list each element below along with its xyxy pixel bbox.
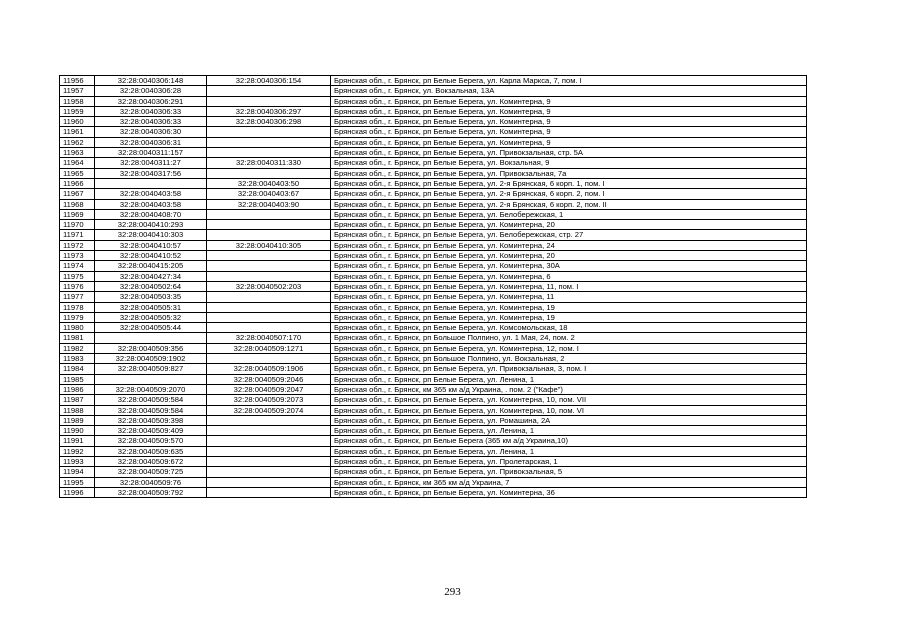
table-row [60, 487, 807, 497]
object-number-cell: 32:28:0040403:67 [207, 189, 331, 199]
table-row [60, 395, 807, 405]
table-row [60, 127, 807, 137]
row-number-cell: 11986 [60, 384, 95, 394]
row-number-cell: 11969 [60, 209, 95, 219]
row-number-cell: 11956 [60, 76, 95, 86]
table-row [60, 240, 807, 250]
table-row [60, 137, 807, 147]
address-cell: Брянская обл., г. Брянск, рп Белые Берега, ул. Ленина, 1 [331, 446, 807, 456]
table-row [60, 106, 807, 116]
object-number-cell [207, 220, 331, 230]
cadastral-number-cell: 32:28:0040306:30 [95, 127, 207, 137]
table-row [60, 158, 807, 168]
table-row [60, 271, 807, 281]
object-number-cell [207, 251, 331, 261]
address-cell: Брянская обл., г. Брянск, рп Белые Берега, ул. Коминтерна, 30А [331, 261, 807, 271]
object-number-cell: 32:28:0040509:2073 [207, 395, 331, 405]
row-number-cell: 11983 [60, 354, 95, 364]
address-cell: Брянская обл., г. Брянск, рп Большое Полпино, ул. Вокзальная, 2 [331, 354, 807, 364]
address-cell: Брянская обл., г. Брянск, рп Белые Берега, ул. Белобережская, 1 [331, 209, 807, 219]
address-cell: Брянская обл., г. Брянск, рп Белые Берега, ул. Привокзальная, 7а [331, 168, 807, 178]
object-number-cell: 32:28:0040509:2047 [207, 384, 331, 394]
table-row [60, 343, 807, 353]
address-cell: Брянская обл., г. Брянск, рп Белые Берега, ул. Коминтерна, 9 [331, 96, 807, 106]
row-number-cell: 11984 [60, 364, 95, 374]
address-cell: Брянская обл., г. Брянск, рп Белые Берега, ул. Коминтерна, 9 [331, 127, 807, 137]
address-cell: Брянская обл., г. Брянск, рп Белые Берега, ул. Ленина, 1 [331, 426, 807, 436]
cadastral-number-cell [95, 178, 207, 188]
object-number-cell [207, 446, 331, 456]
row-number-cell: 11987 [60, 395, 95, 405]
cadastral-number-cell: 32:28:0040306:33 [95, 117, 207, 127]
object-number-cell [207, 487, 331, 497]
table-row [60, 209, 807, 219]
cadastral-number-cell: 32:28:0040306:291 [95, 96, 207, 106]
object-number-cell [207, 354, 331, 364]
cadastral-number-cell: 32:28:0040509:409 [95, 426, 207, 436]
table-row [60, 384, 807, 394]
object-number-cell [207, 168, 331, 178]
cadastral-number-cell: 32:28:0040502:64 [95, 281, 207, 291]
address-cell: Брянская обл., г. Брянск, рп Белые Берега, ул. Коминтерна, 19 [331, 302, 807, 312]
row-number-cell: 11961 [60, 127, 95, 137]
cadastral-number-cell: 32:28:0040403:58 [95, 189, 207, 199]
table-row [60, 117, 807, 127]
table-row [60, 168, 807, 178]
address-cell: Брянская обл., г. Брянск, рп Белые Берега, ул. 2-я Брянская, 6 корп. 1, пом. I [331, 178, 807, 188]
cadastral-number-cell: 32:28:0040509:398 [95, 415, 207, 425]
row-number-cell: 11962 [60, 137, 95, 147]
cadastral-number-cell: 32:28:0040317:56 [95, 168, 207, 178]
row-number-cell: 11976 [60, 281, 95, 291]
table-row [60, 261, 807, 271]
cadastral-number-cell: 32:28:0040410:293 [95, 220, 207, 230]
cadastral-number-cell: 32:28:0040410:52 [95, 251, 207, 261]
row-number-cell: 11985 [60, 374, 95, 384]
cadastral-number-cell: 32:28:0040505:44 [95, 323, 207, 333]
table-row [60, 86, 807, 96]
object-number-cell [207, 261, 331, 271]
row-number-cell: 11958 [60, 96, 95, 106]
table-row [60, 426, 807, 436]
object-number-cell: 32:28:0040311:330 [207, 158, 331, 168]
cadastral-number-cell: 32:28:0040509:76 [95, 477, 207, 487]
row-number-cell: 11979 [60, 312, 95, 322]
object-number-cell [207, 209, 331, 219]
cadastral-number-cell: 32:28:0040509:2070 [95, 384, 207, 394]
row-number-cell: 11966 [60, 178, 95, 188]
address-cell: Брянская обл., г. Брянск, км 365 км а/д Украина, . пом. 2 ("Кафе") [331, 384, 807, 394]
address-cell: Брянская обл., г. Брянск, рп Белые Берега, ул. Коминтерна, 9 [331, 117, 807, 127]
cadastral-number-cell: 32:28:0040505:32 [95, 312, 207, 322]
address-cell: Брянская обл., г. Брянск, рп Большое Полпино, ул. 1 Мая, 24, пом. 2 [331, 333, 807, 343]
cadastral-number-cell: 32:28:0040311:157 [95, 148, 207, 158]
table-row [60, 76, 807, 86]
object-number-cell [207, 477, 331, 487]
cadastral-number-cell: 32:28:0040509:827 [95, 364, 207, 374]
cadastral-number-cell: 32:28:0040509:635 [95, 446, 207, 456]
object-number-cell [207, 302, 331, 312]
object-number-cell [207, 467, 331, 477]
row-number-cell: 11973 [60, 251, 95, 261]
object-number-cell [207, 127, 331, 137]
object-number-cell: 32:28:0040509:2074 [207, 405, 331, 415]
row-number-cell: 11992 [60, 446, 95, 456]
table-row [60, 230, 807, 240]
row-number-cell: 11988 [60, 405, 95, 415]
row-number-cell: 11975 [60, 271, 95, 281]
table-row [60, 178, 807, 188]
table-row [60, 436, 807, 446]
row-number-cell: 11991 [60, 436, 95, 446]
table-row [60, 354, 807, 364]
row-number-cell: 11970 [60, 220, 95, 230]
address-cell: Брянская обл., г. Брянск, рп Белые Берега, ул. 2-я Брянская, 6 корп. 2, пом. I [331, 189, 807, 199]
object-number-cell [207, 415, 331, 425]
address-cell: Брянская обл., г. Брянск, км 365 км а/д Украина, 7 [331, 477, 807, 487]
object-number-cell [207, 96, 331, 106]
row-number-cell: 11963 [60, 148, 95, 158]
address-cell: Брянская обл., г. Брянск, рп Белые Берега, ул. Коминтерна, 20 [331, 220, 807, 230]
row-number-cell: 11964 [60, 158, 95, 168]
page-number: 293 [444, 586, 461, 598]
cadastral-number-cell: 32:28:0040415:205 [95, 261, 207, 271]
row-number-cell: 11977 [60, 292, 95, 302]
table-row [60, 405, 807, 415]
cadastral-number-cell [95, 374, 207, 384]
object-number-cell [207, 456, 331, 466]
table-row [60, 302, 807, 312]
row-number-cell: 11967 [60, 189, 95, 199]
object-number-cell: 32:28:0040306:154 [207, 76, 331, 86]
address-cell: Брянская обл., г. Брянск, рп Белые Берега, ул. Вокзальная, 9 [331, 158, 807, 168]
object-number-cell: 32:28:0040509:1906 [207, 364, 331, 374]
row-number-cell: 11994 [60, 467, 95, 477]
cadastral-number-cell: 32:28:0040408:70 [95, 209, 207, 219]
cadastral-number-cell: 32:28:0040306:28 [95, 86, 207, 96]
address-cell: Брянская обл., г. Брянск, рп Белые Берега, ул. Коминтерна, 10, пом. VII [331, 395, 807, 405]
object-number-cell [207, 148, 331, 158]
table-row [60, 374, 807, 384]
address-cell: Брянская обл., г. Брянск, рп Белые Берега, ул. 2-я Брянская, 6 корп. 2, пом. II [331, 199, 807, 209]
cadastral-number-cell: 32:28:0040509:570 [95, 436, 207, 446]
cadastral-number-cell: 32:28:0040403:58 [95, 199, 207, 209]
row-number-cell: 11982 [60, 343, 95, 353]
table-row [60, 364, 807, 374]
address-cell: Брянская обл., г. Брянск, рп Белые Берега, ул. Комсомольская, 18 [331, 323, 807, 333]
table-row [60, 456, 807, 466]
cadastral-number-cell: 32:28:0040509:584 [95, 395, 207, 405]
row-number-cell: 11974 [60, 261, 95, 271]
registry-table [59, 75, 807, 498]
row-number-cell: 11993 [60, 456, 95, 466]
table-row [60, 323, 807, 333]
table-row [60, 333, 807, 343]
object-number-cell [207, 292, 331, 302]
address-cell: Брянская обл., г. Брянск, рп Белые Берега, ул. Привокзальная, 5 [331, 467, 807, 477]
cadastral-number-cell: 32:28:0040509:792 [95, 487, 207, 497]
object-number-cell: 32:28:0040507:170 [207, 333, 331, 343]
address-cell: Брянская обл., г. Брянск, рп Белые Берега, ул. Коминтерна, 20 [331, 251, 807, 261]
row-number-cell: 11968 [60, 199, 95, 209]
object-number-cell [207, 312, 331, 322]
table-row [60, 446, 807, 456]
address-cell: Брянская обл., г. Брянск, рп Белые Берега (365 км а/д Украина,10) [331, 436, 807, 446]
table-row [60, 281, 807, 291]
table-row [60, 189, 807, 199]
cadastral-number-cell: 32:28:0040306:148 [95, 76, 207, 86]
cadastral-number-cell: 32:28:0040509:356 [95, 343, 207, 353]
address-cell: Брянская обл., г. Брянск, рп Белые Берега, ул. Привокзальная, стр. 5А [331, 148, 807, 158]
object-number-cell: 32:28:0040306:298 [207, 117, 331, 127]
table-row [60, 96, 807, 106]
table-row [60, 251, 807, 261]
cadastral-number-cell: 32:28:0040509:1902 [95, 354, 207, 364]
cadastral-number-cell: 32:28:0040410:303 [95, 230, 207, 240]
object-number-cell [207, 137, 331, 147]
address-cell: Брянская обл., г. Брянск, ул. Вокзальная, 13А [331, 86, 807, 96]
address-cell: Брянская обл., г. Брянск, рп Белые Берега, ул. Ленина, 1 [331, 374, 807, 384]
row-number-cell: 11981 [60, 333, 95, 343]
object-number-cell [207, 323, 331, 333]
cadastral-number-cell: 32:28:0040509:725 [95, 467, 207, 477]
object-number-cell [207, 436, 331, 446]
cadastral-number-cell: 32:28:0040410:57 [95, 240, 207, 250]
cadastral-number-cell: 32:28:0040306:33 [95, 106, 207, 116]
object-number-cell: 32:28:0040509:1271 [207, 343, 331, 353]
address-cell: Брянская обл., г. Брянск, рп Белые Берега, ул. Пролетарская, 1 [331, 456, 807, 466]
registry-table-body [60, 76, 807, 498]
table-row [60, 292, 807, 302]
row-number-cell: 11960 [60, 117, 95, 127]
address-cell: Брянская обл., г. Брянск, рп Белые Берега, ул. Карла Маркса, 7, пом. I [331, 76, 807, 86]
address-cell: Брянская обл., г. Брянск, рп Белые Берега, ул. Коминтерна, 9 [331, 137, 807, 147]
row-number-cell: 11972 [60, 240, 95, 250]
cadastral-number-cell: 32:28:0040509:672 [95, 456, 207, 466]
object-number-cell: 32:28:0040403:50 [207, 178, 331, 188]
object-number-cell: 32:28:0040306:297 [207, 106, 331, 116]
object-number-cell [207, 271, 331, 281]
cadastral-number-cell: 32:28:0040509:584 [95, 405, 207, 415]
table-row [60, 199, 807, 209]
address-cell: Брянская обл., г. Брянск, рп Белые Берега, ул. Ромашина, 2А [331, 415, 807, 425]
address-cell: Брянская обл., г. Брянск, рп Белые Берега, ул. Коминтерна, 10, пом. VI [331, 405, 807, 415]
cadastral-number-cell: 32:28:0040306:31 [95, 137, 207, 147]
address-cell: Брянская обл., г. Брянск, рп Белые Берега, ул. Коминтерна, 19 [331, 312, 807, 322]
object-number-cell: 32:28:0040403:90 [207, 199, 331, 209]
cadastral-number-cell: 32:28:0040311:27 [95, 158, 207, 168]
address-cell: Брянская обл., г. Брянск, рп Белые Берега, ул. Коминтерна, 9 [331, 106, 807, 116]
address-cell: Брянская обл., г. Брянск, рп Белые Берега, ул. Коминтерна, 36 [331, 487, 807, 497]
address-cell: Брянская обл., г. Брянск, рп Белые Берега, ул. Коминтерна, 11 [331, 292, 807, 302]
row-number-cell: 11980 [60, 323, 95, 333]
table-row [60, 148, 807, 158]
table-row [60, 312, 807, 322]
table-row [60, 477, 807, 487]
row-number-cell: 11978 [60, 302, 95, 312]
object-number-cell [207, 86, 331, 96]
object-number-cell [207, 426, 331, 436]
row-number-cell: 11995 [60, 477, 95, 487]
address-cell: Брянская обл., г. Брянск, рп Белые Берега, ул. Коминтерна, 12, пом. I [331, 343, 807, 353]
cadastral-number-cell: 32:28:0040505:31 [95, 302, 207, 312]
cadastral-number-cell: 32:28:0040503:35 [95, 292, 207, 302]
object-number-cell [207, 230, 331, 240]
address-cell: Брянская обл., г. Брянск, рп Белые Берега, ул. Белобережская, стр. 27 [331, 230, 807, 240]
object-number-cell: 32:28:0040509:2046 [207, 374, 331, 384]
row-number-cell: 11990 [60, 426, 95, 436]
row-number-cell: 11989 [60, 415, 95, 425]
row-number-cell: 11959 [60, 106, 95, 116]
row-number-cell: 11957 [60, 86, 95, 96]
table-row [60, 415, 807, 425]
row-number-cell: 11996 [60, 487, 95, 497]
address-cell: Брянская обл., г. Брянск, рп Белые Берега, ул. Коминтерна, 6 [331, 271, 807, 281]
table-row [60, 467, 807, 477]
object-number-cell: 32:28:0040502:203 [207, 281, 331, 291]
cadastral-number-cell: 32:28:0040427:34 [95, 271, 207, 281]
row-number-cell: 11971 [60, 230, 95, 240]
object-number-cell: 32:28:0040410:305 [207, 240, 331, 250]
address-cell: Брянская обл., г. Брянск, рп Белые Берега, ул. Коминтерна, 24 [331, 240, 807, 250]
address-cell: Брянская обл., г. Брянск, рп Белые Берега, ул. Коминтерна, 11, пом. I [331, 281, 807, 291]
cadastral-number-cell [95, 333, 207, 343]
address-cell: Брянская обл., г. Брянск, рп Белые Берега, ул. Привокзальная, 3, пом. I [331, 364, 807, 374]
table-row [60, 220, 807, 230]
row-number-cell: 11965 [60, 168, 95, 178]
